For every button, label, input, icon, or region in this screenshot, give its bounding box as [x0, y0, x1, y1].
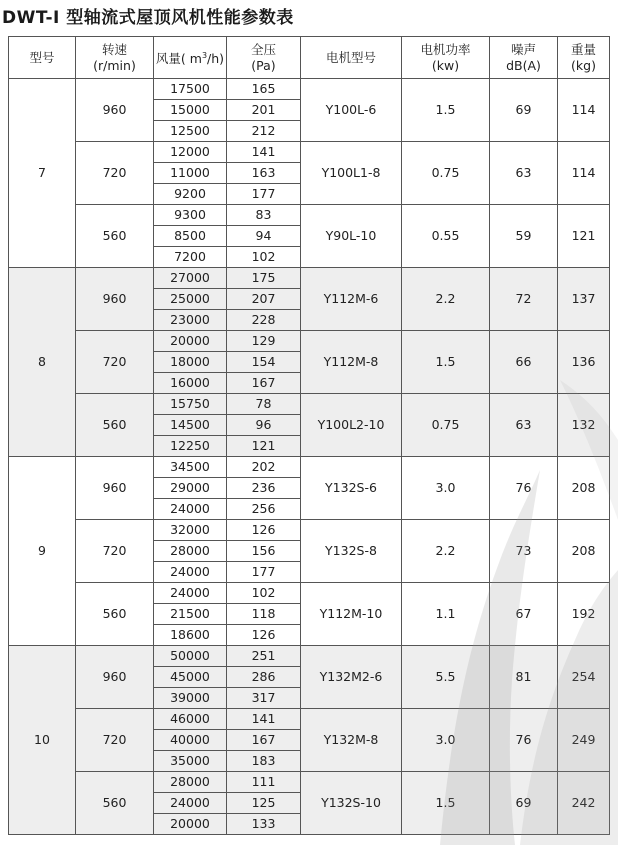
cell-noise: 69: [490, 79, 558, 142]
cell-noise: 67: [490, 583, 558, 646]
cell-pressure: 236: [227, 478, 301, 499]
header-speed: [76, 37, 154, 79]
cell-pressure: 102: [227, 583, 301, 604]
cell-pressure: 163: [227, 163, 301, 184]
cell-pressure: 177: [227, 562, 301, 583]
header-weight-unit: (kg): [571, 57, 596, 73]
cell-pressure: 251: [227, 646, 301, 667]
header-power-unit: (kw): [431, 57, 460, 73]
cell-noise: 76: [490, 457, 558, 520]
cell-motor-model: Y112M-10: [301, 583, 402, 646]
page-title: DWT-I 型轴流式屋顶风机性能参数表: [2, 8, 294, 28]
cell-power: 1.5: [402, 331, 490, 394]
cell-noise: 76: [490, 709, 558, 772]
cell-weight: 137: [558, 268, 610, 331]
cell-flow: 20000: [154, 814, 227, 835]
cell-pressure: 167: [227, 730, 301, 751]
cell-pressure: 121: [227, 436, 301, 457]
cell-flow: 32000: [154, 520, 227, 541]
cell-flow: 29000: [154, 478, 227, 499]
cell-power: 1.5: [402, 772, 490, 835]
cell-pressure: 111: [227, 772, 301, 793]
cell-weight: 114: [558, 142, 610, 205]
cell-motor-model: Y100L-6: [301, 79, 402, 142]
cell-speed: 720: [76, 142, 154, 205]
table-row: [9, 394, 610, 415]
cell-flow: 23000: [154, 310, 227, 331]
cell-pressure: 175: [227, 268, 301, 289]
cell-pressure: 78: [227, 394, 301, 415]
header-pressure: [227, 37, 301, 79]
cell-flow: 9300: [154, 205, 227, 226]
cell-pressure: 126: [227, 625, 301, 646]
cell-flow: 35000: [154, 751, 227, 772]
cell-pressure: 317: [227, 688, 301, 709]
cell-flow: 11000: [154, 163, 227, 184]
cell-power: 3.0: [402, 709, 490, 772]
header-motor-model: 电机型号: [301, 37, 402, 79]
cell-speed: 720: [76, 520, 154, 583]
cell-motor-model: Y112M-6: [301, 268, 402, 331]
cell-noise: 81: [490, 646, 558, 709]
header-pressure-unit: (Pa): [251, 57, 276, 73]
cell-pressure: 212: [227, 121, 301, 142]
cell-weight: 136: [558, 331, 610, 394]
header-noise: [490, 37, 558, 79]
table-row: [9, 457, 610, 478]
cell-pressure: 286: [227, 667, 301, 688]
cell-weight: 132: [558, 394, 610, 457]
cell-pressure: 202: [227, 457, 301, 478]
cell-pressure: 167: [227, 373, 301, 394]
header-flow: 风量( $m^3/h$): [154, 37, 227, 79]
cell-motor-model: Y132S-6: [301, 457, 402, 520]
cell-speed: 960: [76, 457, 154, 520]
table-row: [9, 583, 610, 604]
table-header: [9, 37, 610, 79]
cell-pressure: 183: [227, 751, 301, 772]
header-weight-label: 重量: [570, 41, 596, 57]
cell-motor-model: Y132M2-6: [301, 646, 402, 709]
cell-weight: 114: [558, 79, 610, 142]
cell-weight: 121: [558, 205, 610, 268]
table-row: [9, 520, 610, 541]
cell-power: 3.0: [402, 457, 490, 520]
header-speed-label: 转速: [101, 41, 127, 57]
table-row: [9, 268, 610, 289]
cell-power: 0.55: [402, 205, 490, 268]
cell-pressure: 126: [227, 520, 301, 541]
cell-flow: 17500: [154, 79, 227, 100]
cell-weight: 208: [558, 457, 610, 520]
cell-noise: 63: [490, 142, 558, 205]
table-row: [9, 142, 610, 163]
cell-noise: 66: [490, 331, 558, 394]
cell-pressure: 156: [227, 541, 301, 562]
cell-weight: 254: [558, 646, 610, 709]
cell-noise: 72: [490, 268, 558, 331]
header-weight: [558, 37, 610, 79]
cell-speed: 960: [76, 79, 154, 142]
cell-flow: 8500: [154, 226, 227, 247]
cell-power: 1.1: [402, 583, 490, 646]
header-model: 型号: [9, 37, 76, 79]
header-noise-label: 噪声: [510, 41, 536, 57]
cell-weight: 249: [558, 709, 610, 772]
cell-motor-model: Y100L1-8: [301, 142, 402, 205]
cell-flow: 39000: [154, 688, 227, 709]
cell-flow: 40000: [154, 730, 227, 751]
header-power-label: 电机功率: [420, 41, 471, 57]
cell-motor-model: Y90L-10: [301, 205, 402, 268]
cell-pressure: 201: [227, 100, 301, 121]
cell-power: 0.75: [402, 394, 490, 457]
header-power: [402, 37, 490, 79]
cell-flow: 12250: [154, 436, 227, 457]
cell-power: 1.5: [402, 79, 490, 142]
header-speed-unit: (r/min): [93, 57, 136, 73]
cell-power: 0.75: [402, 142, 490, 205]
cell-speed: 960: [76, 268, 154, 331]
cell-pressure: 83: [227, 205, 301, 226]
cell-pressure: 102: [227, 247, 301, 268]
cell-flow: 9200: [154, 184, 227, 205]
cell-speed: 960: [76, 646, 154, 709]
cell-motor-model: Y132M-8: [301, 709, 402, 772]
cell-pressure: 129: [227, 331, 301, 352]
header-pressure-label: 全压: [250, 41, 276, 57]
cell-flow: 25000: [154, 289, 227, 310]
cell-pressure: 177: [227, 184, 301, 205]
cell-noise: 69: [490, 772, 558, 835]
cell-pressure: 118: [227, 604, 301, 625]
cell-flow: 18600: [154, 625, 227, 646]
cell-flow: 28000: [154, 541, 227, 562]
cell-flow: 18000: [154, 352, 227, 373]
cell-flow: 27000: [154, 268, 227, 289]
cell-speed: 560: [76, 394, 154, 457]
cell-flow: 46000: [154, 709, 227, 730]
cell-flow: 21500: [154, 604, 227, 625]
table-row: [9, 709, 610, 730]
cell-model: 10: [9, 646, 76, 835]
cell-pressure: 256: [227, 499, 301, 520]
cell-flow: 24000: [154, 562, 227, 583]
header-noise-unit: dB(A): [506, 57, 541, 73]
cell-flow: 50000: [154, 646, 227, 667]
cell-motor-model: Y132S-10: [301, 772, 402, 835]
cell-flow: 15000: [154, 100, 227, 121]
cell-flow: 12000: [154, 142, 227, 163]
cell-pressure: 228: [227, 310, 301, 331]
cell-pressure: 141: [227, 709, 301, 730]
cell-flow: 24000: [154, 499, 227, 520]
cell-pressure: 94: [227, 226, 301, 247]
cell-pressure: 141: [227, 142, 301, 163]
table-row: [9, 772, 610, 793]
table-row: [9, 331, 610, 352]
cell-pressure: 165: [227, 79, 301, 100]
cell-speed: 560: [76, 583, 154, 646]
cell-noise: 73: [490, 520, 558, 583]
cell-power: 2.2: [402, 520, 490, 583]
cell-noise: 63: [490, 394, 558, 457]
cell-pressure: 96: [227, 415, 301, 436]
cell-pressure: 125: [227, 793, 301, 814]
table-row: [9, 79, 610, 100]
cell-speed: 720: [76, 709, 154, 772]
cell-motor-model: Y112M-8: [301, 331, 402, 394]
table-row: [9, 646, 610, 667]
cell-model: 7: [9, 79, 76, 268]
cell-weight: 192: [558, 583, 610, 646]
cell-weight: 242: [558, 772, 610, 835]
cell-flow: 24000: [154, 583, 227, 604]
cell-motor-model: Y132S-8: [301, 520, 402, 583]
cell-speed: 560: [76, 772, 154, 835]
cell-power: 5.5: [402, 646, 490, 709]
cell-motor-model: Y100L2-10: [301, 394, 402, 457]
cell-pressure: 154: [227, 352, 301, 373]
table-body: [9, 79, 610, 835]
cell-pressure: 207: [227, 289, 301, 310]
cell-flow: 12500: [154, 121, 227, 142]
cell-flow: 14500: [154, 415, 227, 436]
cell-flow: 20000: [154, 331, 227, 352]
cell-model: 8: [9, 268, 76, 457]
cell-speed: 560: [76, 205, 154, 268]
performance-table: [8, 36, 610, 835]
cell-flow: 7200: [154, 247, 227, 268]
cell-pressure: 133: [227, 814, 301, 835]
cell-flow: 45000: [154, 667, 227, 688]
cell-speed: 720: [76, 331, 154, 394]
cell-weight: 208: [558, 520, 610, 583]
cell-flow: 34500: [154, 457, 227, 478]
table-row: [9, 205, 610, 226]
cell-flow: 16000: [154, 373, 227, 394]
cell-flow: 24000: [154, 793, 227, 814]
cell-model: 9: [9, 457, 76, 646]
cell-flow: 15750: [154, 394, 227, 415]
cell-flow: 28000: [154, 772, 227, 793]
cell-power: 2.2: [402, 268, 490, 331]
cell-noise: 59: [490, 205, 558, 268]
